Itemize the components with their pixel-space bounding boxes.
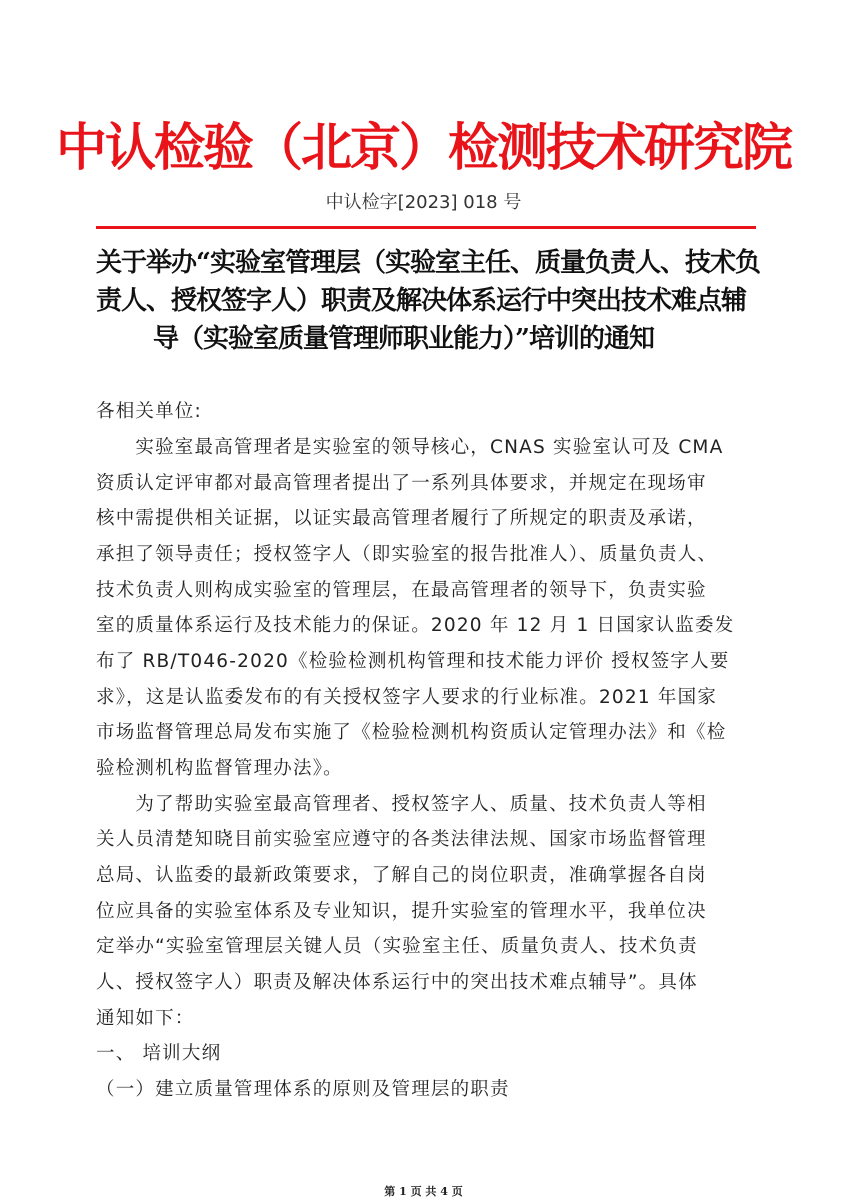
document-number: 中认检字[2023] 018 号 <box>325 192 522 213</box>
body-line: 资质认定评审都对最高管理者提出了一系列具体要求，并规定在现场审 <box>96 472 707 494</box>
body-line: 定举办“实验室管理层关键人员（实验室主任、质量负责人、技术负责 <box>96 936 698 957</box>
body-line: 核中需提供相关证据，以证实最高管理者履行了所规定的职责及承诺， <box>96 508 707 529</box>
subject-line: 导（实验室质量管理师职业能力）”培训的通知 <box>153 324 654 354</box>
body-line: 布了 RB/T046-2020《检验检测机构管理和技术能力评价 授权签字人要 <box>96 651 730 672</box>
body-line: 室的质量体系运行及技术能力的保证。2020 年 12 月 1 日国家认监委发 <box>96 615 735 636</box>
page-number: 第 1 页 共 4 页 <box>384 1185 463 1198</box>
body-line: 验检测机构监督管理办法》。 <box>96 758 343 779</box>
section-heading: 一、 培训大纲 <box>96 1043 222 1064</box>
body-line: 技术负责人则构成实验室的管理层，在最高管理者的领导下，负责实验 <box>96 579 707 601</box>
body-line: 总局、认监委的最新政策要求，了解自己的岗位职责，准确掌握各自岗 <box>96 865 707 886</box>
organization-name: 中认检验（北京）检测技术研究院 <box>55 118 791 178</box>
body-line: 为了帮助实验室最高管理者、授权签字人、质量、技术负责人等相 <box>96 793 707 815</box>
body-line: 关人员清楚知晓目前实验室应遵守的各类法律法规、国家市场监督管理 <box>96 829 707 850</box>
body-line: 实验室最高管理者是实验室的领导核心，CNAS 实验室认可及 CMA <box>96 437 724 458</box>
body-line: 位应具备的实验室体系及专业知识，提升实验室的管理水平，我单位决 <box>96 900 707 922</box>
body-line: 通知如下： <box>96 1007 195 1029</box>
subject-line: 关于举办“实验室管理层（实验室主任、质量负责人、技术负 <box>96 248 760 278</box>
body-line: 承担了领导责任；授权签字人（即实验室的报告批准人）、质量负责人、 <box>96 544 718 565</box>
header-divider <box>96 226 756 229</box>
subsection-heading: （一）建立质量管理体系的原则及管理层的职责 <box>96 1079 510 1100</box>
body-line: 市场监督管理总局发布实施了《检验检测机构资质认定管理办法》和《检 <box>96 722 727 743</box>
salutation: 各相关单位: <box>96 401 202 422</box>
body-line: 求》，这是认监委发布的有关授权签字人要求的行业标准。2021 年国家 <box>96 686 718 708</box>
body-line: 人、授权签字人）职责及解决体系运行中的突出技术难点辅导”。具体 <box>96 972 698 993</box>
subject-line: 责人、授权签字人）职责及解决体系运行中突出技术难点辅 <box>96 286 747 316</box>
